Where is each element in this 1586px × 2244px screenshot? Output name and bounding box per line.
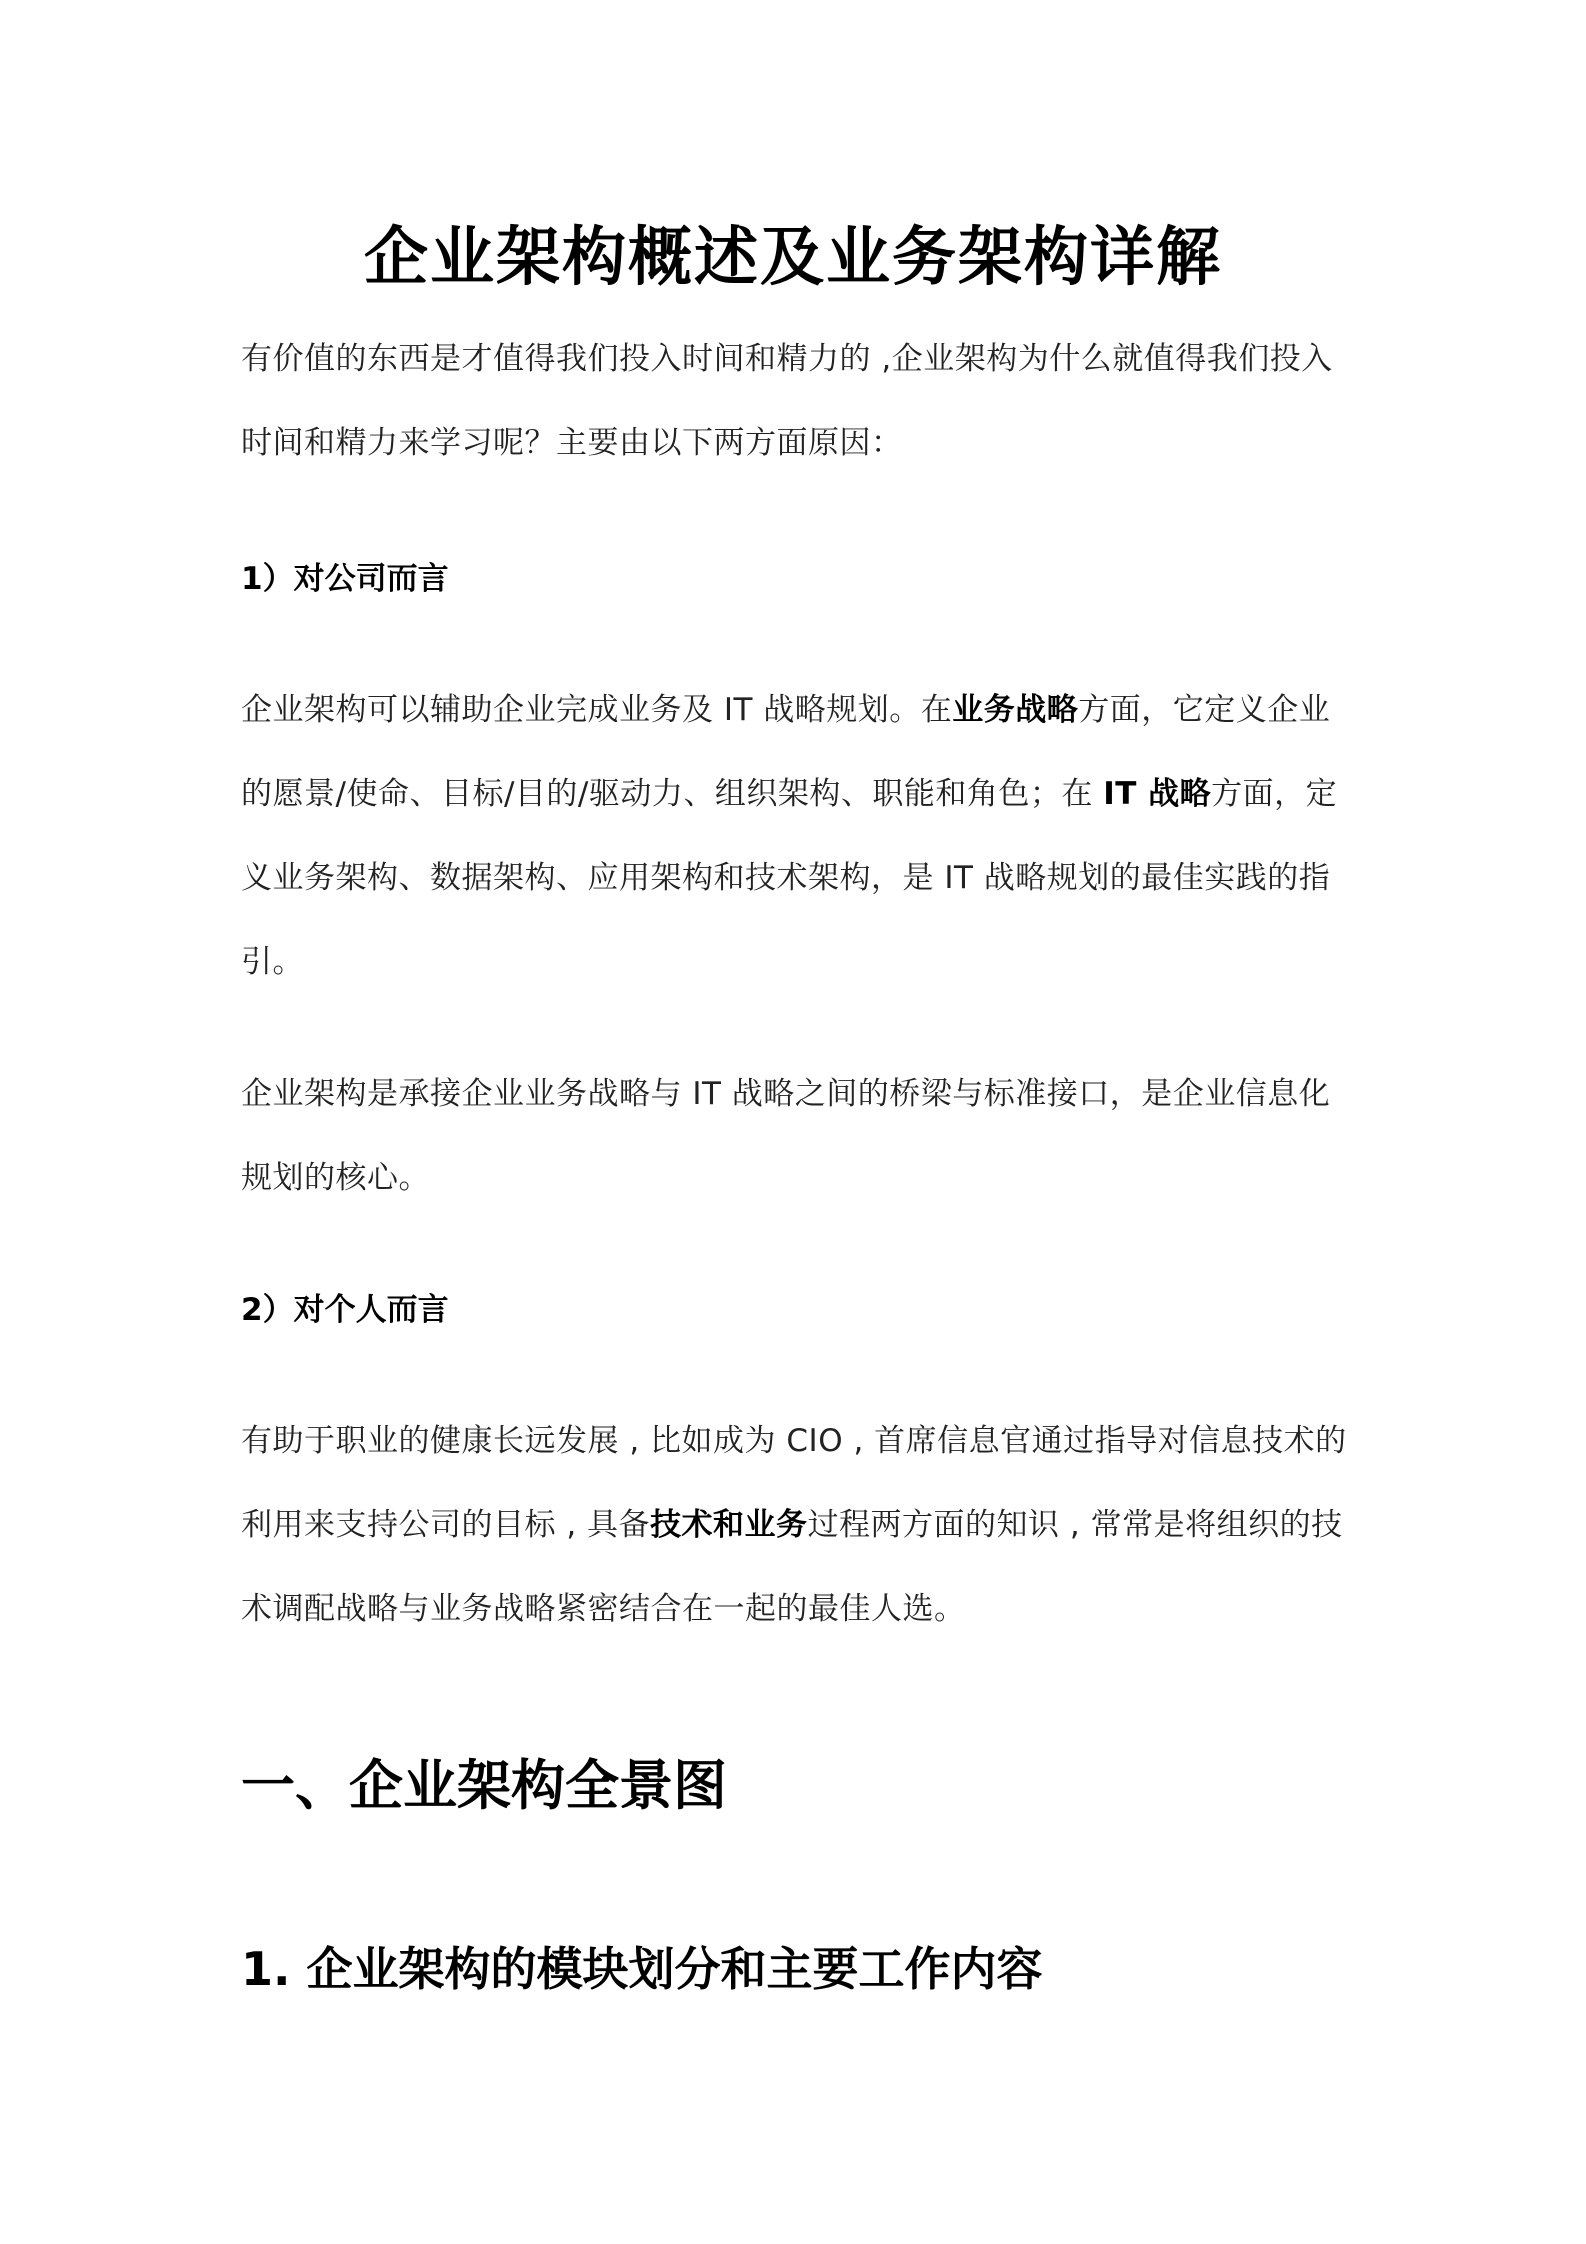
personal-para-text-2: 过程两方面的知识 , 常常是将组织的技术调配战略与业务战略紧密结合在一起的最佳人选。 — [241, 1507, 1343, 1627]
heading-level2: 1. 企业架构的模块划分和主要工作内容 — [241, 1942, 1043, 1996]
heading-level1: 一、企业架构全景图 — [241, 1754, 727, 1817]
personal-para-bold-tech-business: 技术和业务 — [650, 1507, 808, 1543]
company-para1-text-1: 企业架构可以辅助企业完成业务及 IT 战略规划。在 — [241, 692, 953, 728]
intro-paragraph: 有价值的东西是才值得我们投入时间和精力的 ,企业架构为什么就值得我们投入时间和精力来学习呢？主要由以下两方面原因： — [241, 341, 1333, 461]
document-title: 企业架构概述及业务架构详解 — [364, 221, 1222, 295]
company-paragraph-2: 企业架构是承接企业业务战略与 IT 战略之间的桥梁与标准接口，是企业信息化规划的核心。 — [241, 1076, 1331, 1196]
company-paragraph-1 — [241, 668, 1356, 1004]
section-heading-company: 1）对公司而言 — [241, 561, 449, 597]
section-heading-personal: 2）对个人而言 — [241, 1292, 449, 1328]
company-para1-bold-it-strategy: IT 战略 — [1103, 776, 1212, 812]
personal-para-text-1: 有助于职业的健康长远发展 , 比如成为 CIO , 首席信息官通过指导对信息技术的利用来支持公司的目标 , 具备 — [241, 1423, 1347, 1543]
company-para1-text-3: 方面，定义业务架构、数据架构、应用架构和技术架构，是 IT 战略规划的最佳实践的指引。 — [241, 776, 1338, 980]
personal-paragraph — [241, 1399, 1356, 1651]
company-para1-text-2: 方面，它定义企业的愿景/使命、目标/目的/驱动力、组织架构、职能和角色；在 — [241, 692, 1331, 812]
company-para1-bold-business-strategy: 业务战略 — [952, 692, 1079, 728]
